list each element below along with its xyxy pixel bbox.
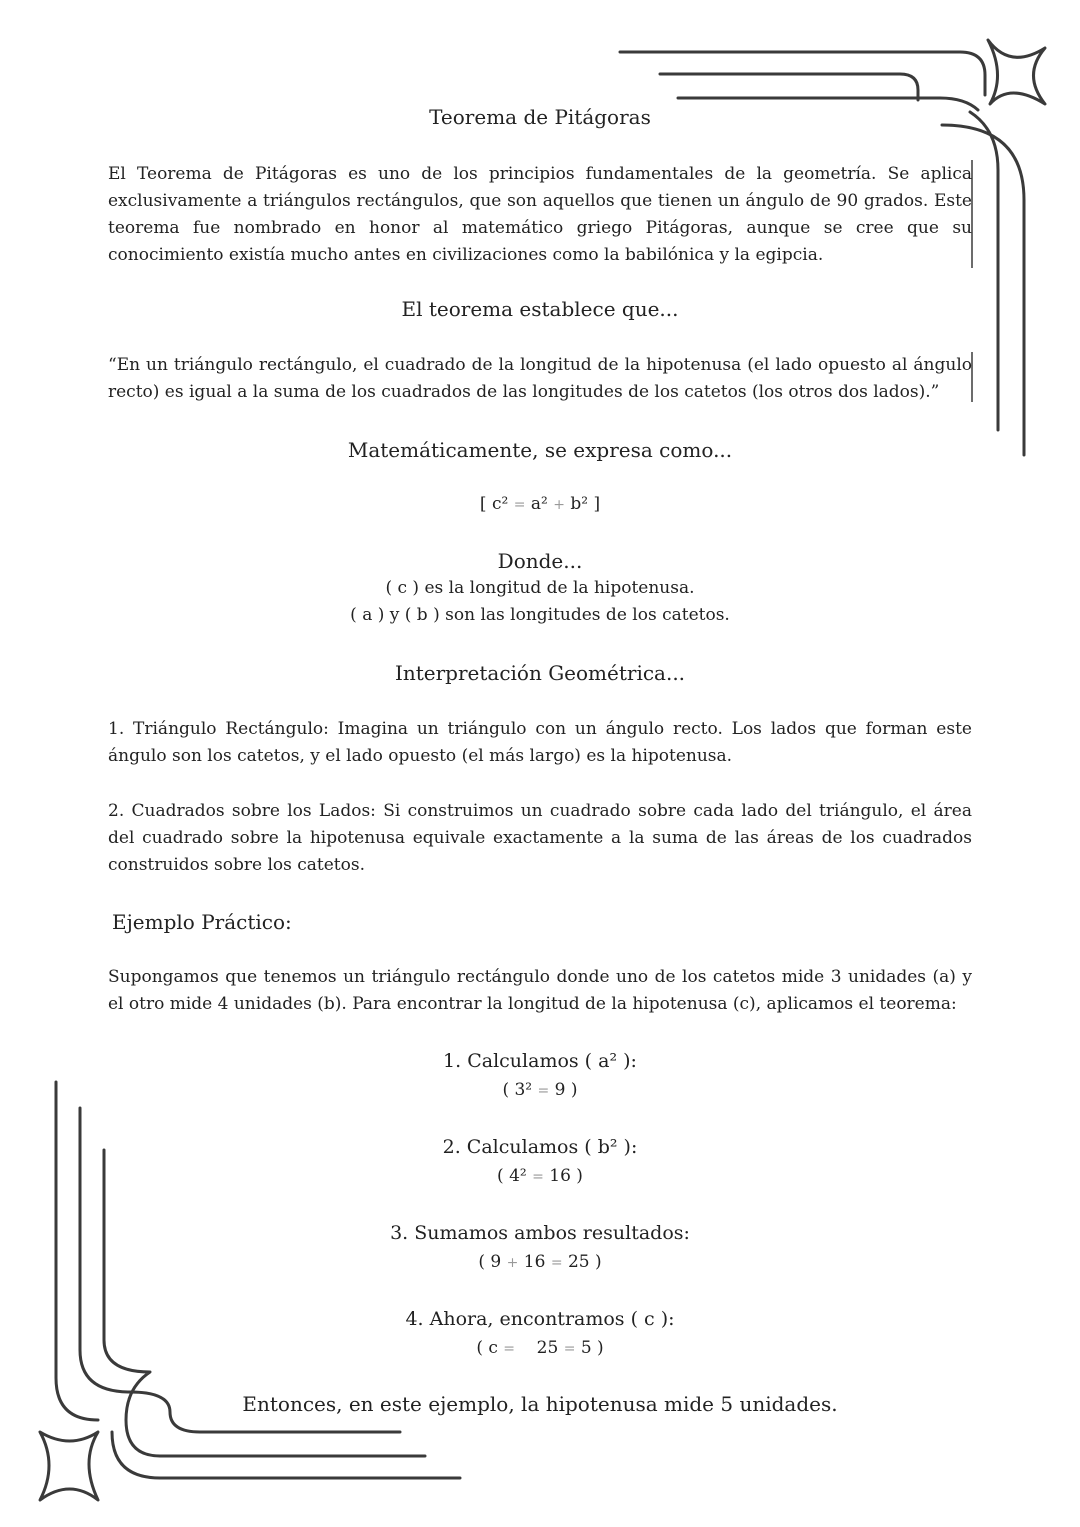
step-2-result [108, 1163, 972, 1191]
intro-paragraph: El Teorema de Pitágoras es uno de los principios fundamentales de la geometría. Se aplica exclusivamente a triángulos rectángulos, que son aquellos que tienen un ángulo de 90 grados. Este teorema fue nombrado en honor al matemático griego Pitágoras, aunque se cree que su conocimiento existía mucho antes en civilizaciones como la babilónica y la egipcia. [108, 164, 972, 265]
formula [108, 491, 972, 519]
step-4-label: 4. Ahora, encontramos ( c ): [405, 1308, 675, 1330]
step-2-value: 16 ) [549, 1166, 583, 1186]
step-4-term: ( c [476, 1338, 498, 1358]
step-1-value: 9 ) [554, 1080, 578, 1100]
step-3-term-b: 16 [523, 1252, 546, 1272]
step-2-label: 2. Calculamos ( b² ): [442, 1136, 638, 1158]
step-4-radicand: 25 [536, 1338, 559, 1358]
example-heading: Ejemplo Práctico: [112, 910, 292, 934]
step-1-result [108, 1077, 972, 1105]
step-1-term: ( 3² [502, 1080, 533, 1100]
example-intro: Supongamos que tenemos un triángulo rectángulo donde uno de los catetos mide 3 unidades (a) y el otro mide 4 unidades (b). Para encontrar la longitud de la hipotenusa (c), aplicamos el teorema: [108, 967, 972, 1014]
step-3-equals: = [550, 1255, 563, 1271]
step-2-term: ( 4² [497, 1166, 527, 1186]
step-3-result [108, 1249, 972, 1277]
formula-a: a² [530, 494, 548, 514]
where-line-c: ( c ) es la longitud de la hipotenusa. [385, 578, 695, 598]
where-heading: Donde... [497, 549, 583, 573]
step-1-equals: = [537, 1083, 550, 1099]
geometric-heading: Interpretación Geométrica... [394, 661, 686, 685]
geometric-point-2: 2. Cuadrados sobre los Lados: Si construimos un cuadrado sobre cada lado del triángulo, el área del cuadrado sobre la hipotenusa equivale exactamente a la suma de las áreas de los cuadrados construidos sobre los catetos. [108, 801, 972, 875]
conclusion: Entonces, en este ejemplo, la hipotenusa mide 5 unidades. [242, 1392, 838, 1416]
step-1-label: 1. Calculamos ( a² ): [443, 1050, 637, 1072]
statement-heading: El teorema establece que... [401, 297, 679, 321]
step-4-equals: = [503, 1341, 516, 1357]
formula-plus: + [553, 497, 565, 513]
step-4-value: 5 ) [580, 1338, 604, 1358]
formula-b: b² ] [570, 494, 601, 514]
statement-paragraph: “En un triángulo rectángulo, el cuadrado de la longitud de la hipotenusa (el lado opuesto al ángulo recto) es igual a la suma de los cuadrados de las longitudes de los catetos (los otros dos lados).” [108, 355, 972, 402]
math-heading: Matemáticamente, se expresa como... [347, 438, 733, 462]
where-line-ab: ( a ) y ( b ) son las longitudes de los catetos. [350, 605, 730, 625]
page-title: Teorema de Pitágoras [429, 105, 651, 129]
formula-equals: = [513, 497, 526, 513]
geometric-point-1: 1. Triángulo Rectángulo: Imagina un triángulo con un ángulo recto. Los lados que forman este ángulo son los catetos, y el lado opuesto (el más largo) es la hipotenusa. [108, 719, 972, 766]
step-2-equals: = [532, 1169, 544, 1185]
formula-c: [ c² [479, 494, 509, 514]
step-3-label: 3. Sumamos ambos resultados: [390, 1222, 690, 1244]
step-4-equals-2: = [563, 1341, 576, 1357]
step-3-value: 25 ) [567, 1252, 602, 1272]
step-3-plus: + [506, 1255, 519, 1271]
step-4-result [108, 1335, 972, 1363]
step-3-term-a: ( 9 [478, 1252, 502, 1272]
